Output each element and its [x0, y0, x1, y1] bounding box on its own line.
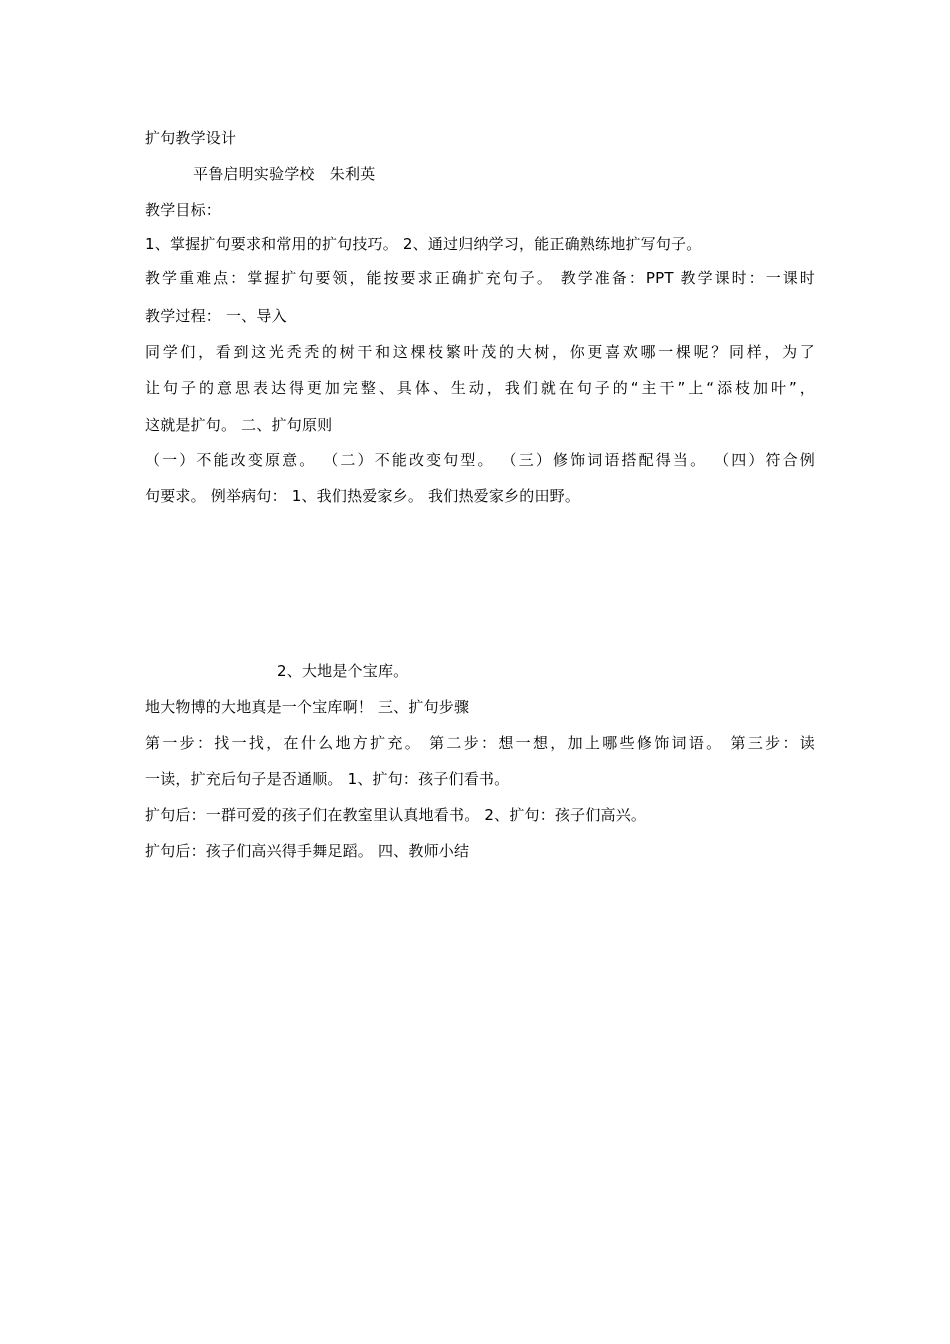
text-line: 第一步：找一找，在什么地方扩充。 第二步：想一想，加上哪些修饰词语。 第三步：读 — [145, 734, 815, 752]
text-line: 教学目标： — [145, 201, 222, 219]
text-line: 教学过程： 一、导入 — [145, 307, 287, 325]
text-line: 这就是扩句。 二、扩句原则 — [145, 416, 333, 434]
text-line: 一读，扩充后句子是否通顺。 1、扩句：孩子们看书。 — [145, 770, 510, 788]
text-line: 扩句后：一群可爱的孩子们在教室里认真地看书。 2、扩句：孩子们高兴。 — [145, 806, 647, 824]
text-line: 地大物博的大地真是一个宝库啊！ 三、扩句步骤 — [145, 698, 470, 716]
text-line: 1、掌握扩句要求和常用的扩句技巧。 2、通过归纳学习，能正确熟练地扩写句子。 — [145, 235, 702, 253]
text-line: （一）不能改变原意。 （二）不能改变句型。 （三）修饰词语搭配得当。 （四）符合例 — [145, 451, 815, 469]
text-line: 句要求。 例举病句： 1、我们热爱家乡。 我们热爱家乡的田野。 — [145, 487, 581, 505]
text-line: 让句子的意思表达得更加完整、具体、生动，我们就在句子的“主干”上“添枝加叶”， — [145, 379, 815, 397]
document-title: 扩句教学设计 — [145, 129, 237, 147]
text-line: 同学们，看到这光秃秃的树干和这棵枝繁叶茂的大树，你更喜欢哪一棵呢？同样，为了 — [145, 343, 815, 361]
author-line: 平鲁启明实验学校 朱利英 — [193, 165, 376, 183]
text-line: 教学重难点：掌握扩句要领，能按要求正确扩充句子。 教学准备：PPT 教学课时：一课时 — [145, 269, 815, 287]
text-line: 2、大地是个宝库。 — [277, 662, 409, 680]
text-line: 扩句后：孩子们高兴得手舞足蹈。 四、教师小结 — [145, 842, 470, 860]
